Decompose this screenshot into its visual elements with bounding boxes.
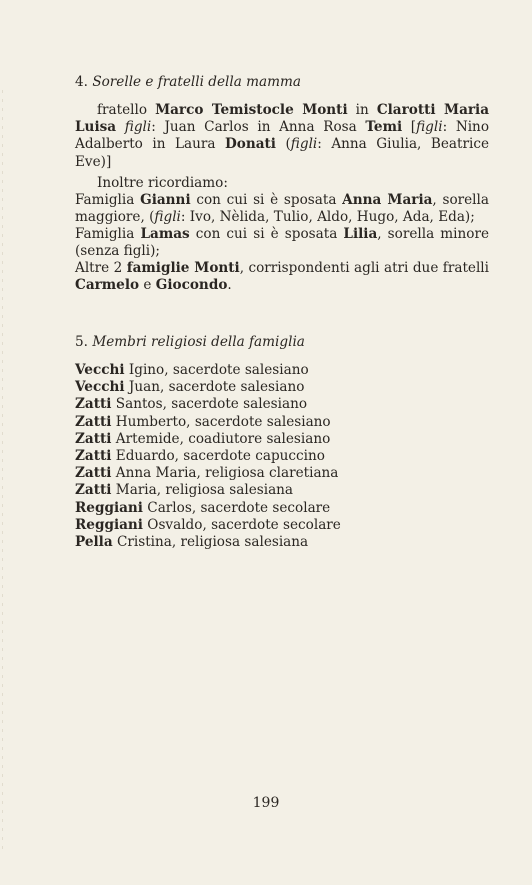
surname-bold: Zatti (75, 465, 112, 482)
name-bold: Donati (224, 136, 276, 153)
surname-bold: Zatti (75, 482, 112, 499)
text-run: Altre 2 (75, 260, 127, 276)
inoltre-line: Inoltre ricordiamo: (97, 175, 228, 191)
list-item (75, 517, 489, 534)
list-item (75, 431, 489, 448)
surname-bold: Vecchi (75, 379, 125, 396)
name-bold: Carmelo (75, 277, 140, 294)
text-run: fratello (97, 102, 156, 118)
figli-italic: figli (124, 119, 152, 136)
member-detail: Anna Maria, religiosa claretiana (111, 465, 339, 482)
member-detail: Maria, religiosa salesiana (111, 482, 294, 499)
list-item (75, 379, 489, 396)
altre-famiglie (75, 260, 489, 294)
member-detail: Cristina, religiosa salesiana (112, 534, 309, 551)
name-bold: famiglie Monti (126, 260, 240, 276)
name-bold: Clarotti Maria Luisa (75, 102, 490, 136)
famiglia-lamas (75, 226, 489, 260)
member-detail: Osvaldo, sacerdote secolare (142, 516, 341, 533)
figli-italic: figli (290, 136, 318, 153)
list-item (75, 482, 489, 499)
text-run: , corrispondenti agli atri due fratelli (239, 260, 489, 276)
section-4-heading (75, 74, 489, 91)
member-detail: Igino, sacerdote salesiano (124, 362, 309, 378)
famiglia-gianni (75, 192, 489, 226)
list-item (75, 534, 489, 551)
text-run: : Anna Giulia, Beatrice Eve)] (75, 136, 489, 170)
surname-bold: Zatti (75, 448, 112, 465)
section-4-paragraph-monti (75, 102, 489, 171)
text-run: e (139, 277, 156, 294)
section-5-title: Membri religiosi della famiglia (92, 334, 305, 350)
text-run: . (227, 277, 232, 294)
section-4-title: Sorelle e fratelli della mamma (92, 74, 302, 90)
surname-bold: Pella (75, 534, 113, 551)
text-run: : Ivo, Nèlida, Tulio, Aldo, Hugo, Ada, Eda); (180, 209, 475, 226)
text-run: Famiglia (75, 226, 141, 242)
text-run: , sorella minore (senza figli); (75, 226, 489, 260)
name-bold: Gianni (140, 192, 191, 208)
text-run: : Nino Adalberto in Laura (75, 119, 489, 153)
member-detail: Carlos, sacerdote secolare (142, 499, 331, 516)
name-bold: Temi (365, 119, 403, 136)
text-run: Famiglia (75, 192, 141, 208)
surname-bold: Zatti (75, 413, 112, 430)
member-detail: Juan, sacerdote salesiano (124, 379, 305, 396)
surname-bold: Vecchi (75, 362, 125, 378)
text-run: , sorella maggiore, ( (75, 192, 489, 226)
section-5-heading (75, 334, 489, 351)
text-run: ( (275, 136, 291, 153)
name-bold: Anna Maria (342, 192, 433, 208)
surname-bold: Zatti (75, 430, 112, 447)
name-bold: Lamas (140, 226, 190, 242)
member-detail: Artemide, coadiutore salesiano (111, 430, 331, 447)
list-item (75, 396, 489, 413)
text-run: in (347, 102, 377, 118)
text-run: con cui si è sposata (189, 226, 344, 242)
list-item (75, 362, 489, 379)
member-detail: Santos, sacerdote salesiano (111, 396, 308, 413)
surname-bold: Reggiani (75, 499, 143, 516)
text-run: [ (402, 119, 417, 136)
name-bold: Marco Temistocle Monti (155, 102, 348, 118)
text-run: : Juan Carlos in Anna Rosa (151, 119, 366, 136)
member-detail: Humberto, sacerdote salesiano (111, 413, 331, 430)
name-bold: Giocondo (155, 277, 228, 294)
list-item (75, 465, 489, 482)
surname-bold: Reggiani (75, 516, 143, 533)
page-number: 199 (252, 795, 280, 811)
section-4-number: 4. (75, 74, 88, 90)
religious-members-list (75, 362, 489, 551)
figli-italic: figli (416, 119, 443, 136)
figli-italic: figli (154, 209, 181, 226)
list-item (75, 448, 489, 465)
member-detail: Eduardo, sacerdote capuccino (111, 448, 325, 465)
page-edge-shadow (2, 90, 3, 850)
name-bold: Lilia (343, 226, 378, 242)
list-item (75, 500, 489, 517)
section-5-number: 5. (75, 334, 88, 350)
surname-bold: Zatti (75, 396, 112, 413)
list-item (75, 414, 489, 431)
text-run: con cui si è sposata (190, 192, 343, 208)
